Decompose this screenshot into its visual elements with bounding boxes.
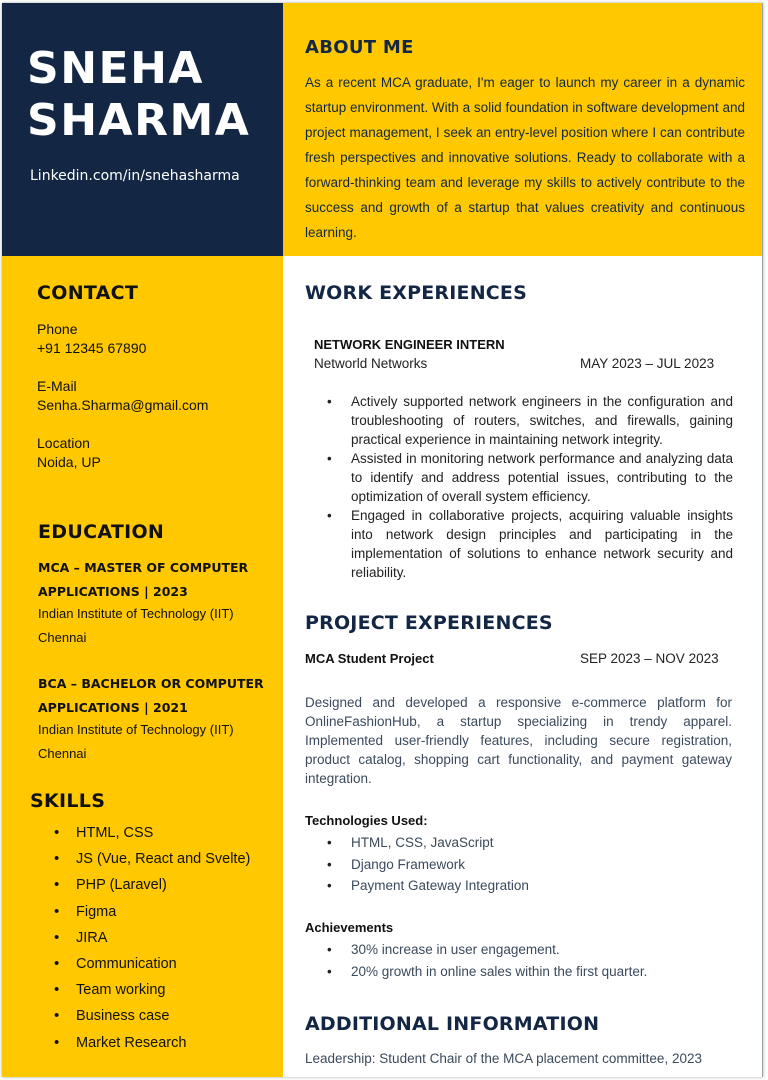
contact-email-label: E-Mail: [37, 378, 77, 394]
contact-email-value[interactable]: Senha.Sharma@gmail.com: [37, 397, 209, 413]
skill-item: • JIRA: [38, 930, 250, 956]
work-bullets: [306, 392, 733, 582]
education-school-1: Indian Institute of Technology (IIT) Chennai: [38, 606, 234, 645]
left-column: [2, 256, 283, 1077]
contact-location: [37, 434, 101, 472]
page-edge: [762, 3, 763, 1077]
technology-item: • HTML, CSS, JavaScript: [306, 832, 733, 854]
additional-title: ADDITIONAL INFORMATION: [305, 1013, 600, 1035]
project-name: MCA Student Project: [305, 651, 434, 666]
skill-item: • Market Research: [38, 1035, 250, 1061]
contact-location-value: Noida, UP: [37, 454, 101, 470]
additional-text: Leadership: Student Chair of the MCA placement committee, 2023: [305, 1051, 702, 1066]
contact-email: [37, 377, 208, 415]
skills-title: SKILLS: [30, 790, 106, 812]
skill-item: • PHP (Laravel): [38, 877, 250, 903]
work-title: WORK EXPERIENCES: [305, 282, 527, 304]
contact-phone-value[interactable]: +91 12345 67890: [37, 340, 147, 356]
job-title: NETWORK ENGINEER INTERN: [314, 337, 505, 352]
linkedin-link[interactable]: Linkedin.com/in/snehasharma: [30, 168, 240, 184]
education-degree-2: BCA – BACHELOR OR COMPUTER APPLICATIONS | 2021: [38, 676, 264, 715]
contact-location-label: Location: [37, 435, 90, 451]
first-name: SNEHA: [27, 43, 204, 94]
work-bullet: • Actively supported network engineers in the configuration and troubleshooting of routers, switches, and firewalls, gaining practical experience in maintaining network integrity.: [306, 392, 733, 449]
job-dates: MAY 2023 – JUL 2023: [580, 356, 715, 371]
technology-item: • Payment Gateway Integration: [306, 875, 733, 897]
skill-item: • Communication: [38, 956, 250, 982]
work-bullet: • Engaged in collaborative projects, acquiring valuable insights into network design principles and participating in the implementation of solutions to enhance network security and reliability.: [306, 506, 733, 582]
achievements-list: [306, 939, 733, 982]
about-text: As a recent MCA graduate, I'm eager to launch my career in a dynamic startup environment. With a solid foundation in software development and project management, I seek an entry-level position where I can contribute fresh perspectives and innovative solutions. Ready to collaborate with a forward-thinking team and leverage my skills to actively contribute to the success and growth of a startup that values creativity and continuous learning.: [305, 75, 745, 240]
skill-item: • HTML, CSS: [38, 825, 250, 851]
skills-list: [38, 825, 250, 1061]
work-bullet: • Assisted in monitoring network performance and analyzing data to identify and address potential issues, contributing to the optimization of overall system efficiency.: [306, 449, 733, 506]
job-company: Networld Networks: [314, 356, 428, 371]
technologies-list: [306, 832, 733, 897]
project-dates: SEP 2023 – NOV 2023: [580, 651, 719, 666]
right-column: [283, 256, 763, 1077]
achievement-item: • 30% increase in user engagement.: [306, 939, 733, 961]
contact-phone-label: Phone: [37, 321, 78, 337]
last-name: SHARMA: [27, 95, 251, 146]
contact-phone: [37, 320, 146, 358]
education-school-2: Indian Institute of Technology (IIT) Chennai: [38, 722, 234, 761]
technology-item: • Django Framework: [306, 854, 733, 876]
education-title: EDUCATION: [38, 521, 165, 543]
skill-item: • Figma: [38, 904, 250, 930]
education-degree-1: MCA – MASTER OF COMPUTER APPLICATIONS | 2023: [38, 560, 249, 599]
name-header: [2, 3, 283, 256]
technologies-heading: Technologies Used:: [305, 813, 428, 828]
about-title: ABOUT ME: [305, 37, 414, 58]
contact-title: CONTACT: [37, 282, 139, 304]
skill-item: • Team working: [38, 982, 250, 1008]
skill-item: • JS (Vue, React and Svelte): [38, 851, 250, 877]
skill-item: • Business case: [38, 1008, 250, 1034]
project-description: Designed and developed a responsive e-commerce platform for OnlineFashionHub, a startup specializing in trendy apparel. Implemented user-friendly features, including secure registration, product catalog, shopping cart functionality, and payment gateway integration.: [305, 695, 732, 786]
achievements-heading: Achievements: [305, 920, 394, 935]
about-section: [283, 3, 763, 256]
resume-page: [2, 3, 763, 1077]
projects-title: PROJECT EXPERIENCES: [305, 612, 553, 634]
achievement-item: • 20% growth in online sales within the first quarter.: [306, 961, 733, 983]
